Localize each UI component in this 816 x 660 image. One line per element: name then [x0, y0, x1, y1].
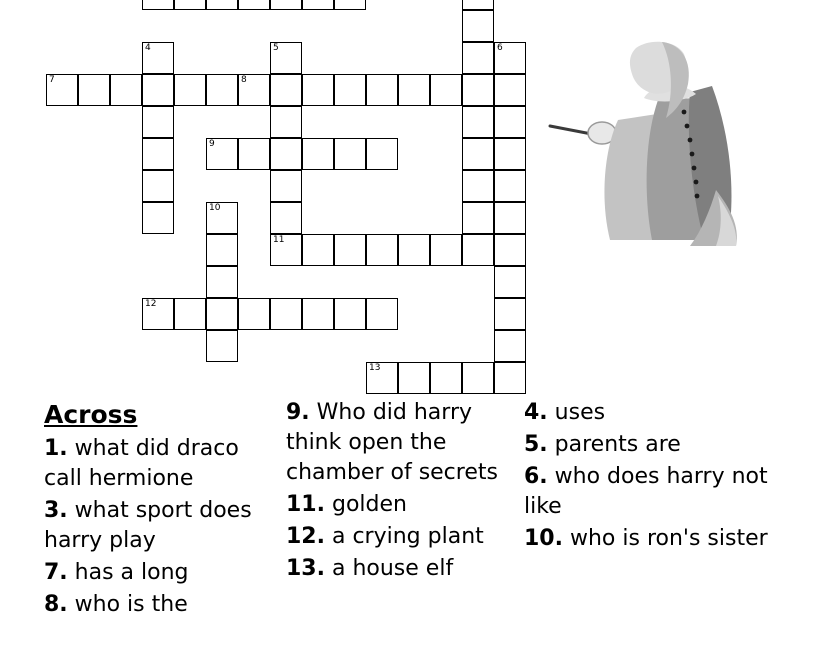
clue-text: has a long	[74, 560, 189, 585]
clue-text: a crying plant	[331, 524, 484, 549]
crossword-cell[interactable]	[366, 234, 398, 266]
crossword-cell[interactable]	[334, 74, 366, 106]
crossword-cell[interactable]	[430, 362, 462, 394]
crossword-cell[interactable]	[302, 234, 334, 266]
clue-number: 8.	[44, 592, 68, 617]
clue-number: 1.	[44, 436, 68, 461]
crossword-cell[interactable]	[334, 138, 366, 170]
cell-number: 4	[145, 43, 151, 53]
crossword-cell[interactable]	[142, 138, 174, 170]
crossword-cell[interactable]	[174, 0, 206, 10]
cell-number: 9	[209, 139, 215, 149]
crossword-cell[interactable]	[174, 74, 206, 106]
clue-number: 9.	[286, 400, 310, 425]
across-heading: Across	[44, 400, 138, 429]
crossword-cell[interactable]	[494, 298, 526, 330]
cell-number: 13	[369, 363, 381, 373]
cell-number: 5	[273, 43, 279, 53]
clue-text: a house elf	[331, 556, 454, 581]
crossword-cell[interactable]	[398, 234, 430, 266]
crossword-cell[interactable]	[142, 202, 174, 234]
clue-item	[524, 398, 784, 428]
clue-number: 5.	[524, 432, 548, 457]
crossword-cell[interactable]	[494, 74, 526, 106]
crossword-cell[interactable]	[494, 266, 526, 298]
crossword-cell[interactable]	[494, 234, 526, 266]
clue-number: 3.	[44, 498, 68, 523]
crossword-cell[interactable]	[270, 74, 302, 106]
clue-column-two	[286, 398, 524, 586]
cell-number: 10	[209, 203, 221, 213]
crossword-cell[interactable]	[494, 202, 526, 234]
cell-number: 6	[497, 43, 503, 53]
crossword-cell[interactable]	[206, 138, 238, 170]
crossword-cell[interactable]	[494, 138, 526, 170]
clue-text: Who did harry think open the chamber of secrets	[286, 400, 498, 485]
clue-text: what sport does harry play	[44, 498, 252, 553]
crossword-cell[interactable]	[462, 202, 494, 234]
clue-number: 6.	[524, 464, 548, 489]
cell-number: 8	[241, 75, 247, 85]
crossword-cell[interactable]	[302, 74, 334, 106]
crossword-cell[interactable]	[206, 330, 238, 362]
clue-item	[524, 524, 784, 554]
clue-list	[44, 398, 804, 622]
crossword-cell[interactable]	[270, 170, 302, 202]
crossword-cell[interactable]	[142, 74, 174, 106]
crossword-cell[interactable]	[142, 106, 174, 138]
crossword-cell[interactable]	[366, 138, 398, 170]
clue-item	[524, 462, 784, 522]
crossword-cell[interactable]	[206, 298, 238, 330]
clue-text: who is ron's sister	[569, 526, 768, 551]
clue-item	[286, 522, 514, 552]
crossword-cell[interactable]	[398, 74, 430, 106]
crossword-cell[interactable]	[206, 266, 238, 298]
crossword-cell[interactable]	[398, 362, 430, 394]
clue-number: 7.	[44, 560, 68, 585]
clue-number: 10.	[524, 526, 563, 551]
crossword-cell[interactable]	[302, 0, 334, 10]
crossword-cell[interactable]	[142, 0, 174, 10]
crossword-cell[interactable]	[206, 74, 238, 106]
crossword-cell[interactable]	[142, 170, 174, 202]
crossword-cell[interactable]	[462, 138, 494, 170]
cell-number: 11	[273, 235, 285, 245]
clue-text: golden	[331, 492, 407, 517]
crossword-cell[interactable]	[238, 138, 270, 170]
crossword-cell[interactable]	[334, 298, 366, 330]
crossword-cell[interactable]	[46, 74, 78, 106]
cell-number: 7	[49, 75, 55, 85]
crossword-cell[interactable]	[334, 0, 366, 10]
crossword-cell[interactable]	[142, 298, 174, 330]
crossword-cell[interactable]	[430, 74, 462, 106]
crossword-cell[interactable]	[462, 170, 494, 202]
crossword-cell[interactable]	[430, 234, 462, 266]
crossword-cell[interactable]	[238, 74, 270, 106]
crossword-cell[interactable]	[494, 42, 526, 74]
clue-number: 4.	[524, 400, 548, 425]
crossword-cell[interactable]	[462, 106, 494, 138]
crossword-cell[interactable]	[142, 42, 174, 74]
crossword-cell[interactable]	[494, 170, 526, 202]
crossword-cell[interactable]	[366, 74, 398, 106]
clue-number: 13.	[286, 556, 325, 581]
crossword-cell[interactable]	[334, 234, 366, 266]
crossword-cell[interactable]	[270, 298, 302, 330]
crossword-grid	[0, 0, 560, 395]
clue-column-one	[44, 398, 286, 622]
clue-item	[44, 434, 276, 494]
clue-item	[524, 430, 784, 460]
wizard-with-wand-illustration	[540, 40, 800, 260]
clue-number: 11.	[286, 492, 325, 517]
clue-column-three	[524, 398, 784, 556]
clue-text: who does harry not like	[524, 464, 768, 519]
crossword-cell[interactable]	[270, 234, 302, 266]
crossword-cell[interactable]	[366, 298, 398, 330]
crossword-cell[interactable]	[78, 74, 110, 106]
crossword-cell[interactable]	[494, 106, 526, 138]
crossword-cell[interactable]	[302, 138, 334, 170]
clue-item	[286, 554, 514, 584]
cell-number: 12	[145, 299, 157, 309]
clue-item	[286, 398, 514, 488]
crossword-cell[interactable]	[238, 0, 270, 10]
clue-text: uses	[554, 400, 606, 425]
crossword-cell[interactable]	[110, 74, 142, 106]
crossword-cell[interactable]	[462, 0, 494, 10]
clue-item	[44, 590, 276, 620]
crossword-cell[interactable]	[206, 234, 238, 266]
clue-text: who is the	[74, 592, 188, 617]
crossword-cell[interactable]	[366, 362, 398, 394]
clue-text: what did draco call hermione	[44, 436, 239, 491]
crossword-cell[interactable]	[206, 202, 238, 234]
crossword-cell[interactable]	[270, 202, 302, 234]
crossword-cell[interactable]	[206, 0, 238, 10]
crossword-cell[interactable]	[462, 42, 494, 74]
crossword-cell[interactable]	[494, 362, 526, 394]
clue-item	[286, 490, 514, 520]
crossword-cell[interactable]	[174, 298, 206, 330]
clue-item	[44, 558, 276, 588]
crossword-cell[interactable]	[462, 234, 494, 266]
crossword-cell[interactable]	[270, 138, 302, 170]
crossword-cell[interactable]	[270, 106, 302, 138]
crossword-cell[interactable]	[302, 298, 334, 330]
crossword-cell[interactable]	[270, 42, 302, 74]
crossword-cell[interactable]	[462, 74, 494, 106]
clue-text: parents are	[554, 432, 681, 457]
crossword-cell[interactable]	[494, 330, 526, 362]
crossword-cell[interactable]	[462, 10, 494, 42]
crossword-cell[interactable]	[270, 0, 302, 10]
crossword-cell[interactable]	[462, 362, 494, 394]
crossword-cell[interactable]	[238, 298, 270, 330]
clue-item	[44, 496, 276, 556]
clue-number: 12.	[286, 524, 325, 549]
